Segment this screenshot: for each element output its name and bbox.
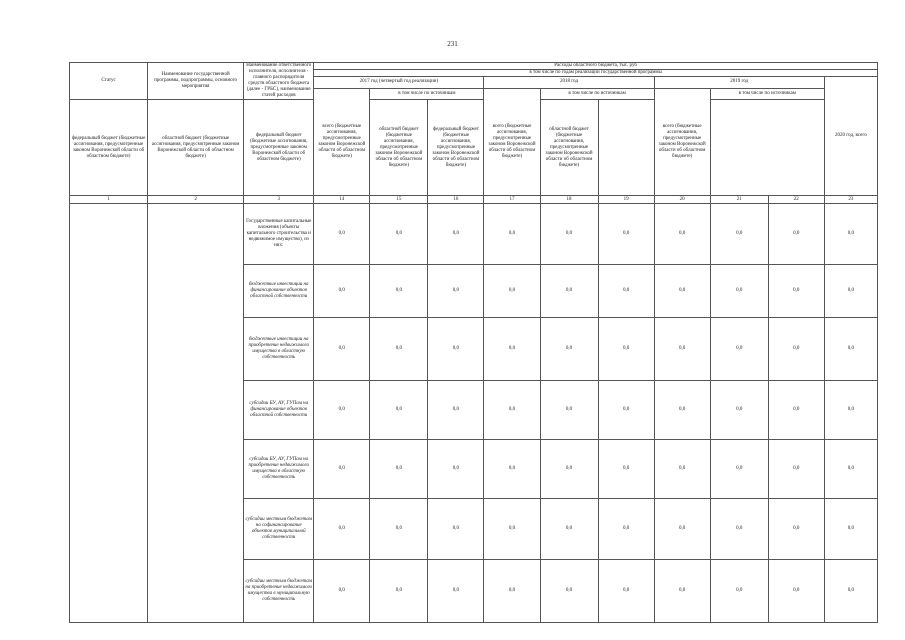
column-number: 15 xyxy=(370,196,428,204)
value-cell: 0,0 xyxy=(370,499,428,560)
header-status: Статус xyxy=(70,63,148,100)
value-cell: 0,0 xyxy=(314,499,370,560)
column-number: 14 xyxy=(314,196,370,204)
value-cell: 0,0 xyxy=(540,499,598,560)
row-label: субсидии местным бюджетам на софинансирование объектов муниципальной собственности xyxy=(244,499,314,560)
value-cell: 0,0 xyxy=(484,381,540,440)
header-total-2017: всего (бюджетные ассигнования, предусмотренные законом Воронежской области об областном бюджете) xyxy=(314,88,370,196)
value-cell: 0,0 xyxy=(484,440,540,499)
header-sources-2019: в том числе по источникам xyxy=(710,88,824,100)
row-label: субсидии БУ, АУ, ГУПам на приобретение недвижимого имущества в областную собственность xyxy=(244,440,314,499)
header-reg-2017: областной бюджет (бюджетные ассигнования, предусмотренные законом Воронежской области об областном бюджете) xyxy=(148,100,244,196)
header-fed-2018: федеральный бюджет (бюджетные ассигнования, предусмотренные законом Воронежской области об областном бюджете) xyxy=(244,100,314,196)
table-row xyxy=(70,204,878,265)
value-cell: 0,0 xyxy=(540,265,598,318)
status-cell xyxy=(70,204,148,623)
value-cell: 0,0 xyxy=(598,499,654,560)
page-number: 231 xyxy=(447,40,458,48)
value-cell: 0,0 xyxy=(824,440,877,499)
header-fed-2019: федеральный бюджет (бюджетные ассигнования, предусмотренные законом Воронежской области об областном бюджете) xyxy=(428,100,484,196)
value-cell: 0,0 xyxy=(710,381,768,440)
header-program-name: Наименование государственной программы, подпрограммы, основного мероприятия xyxy=(148,63,244,100)
header-fed-2017: федеральный бюджет (бюджетные ассигнования, предусмотренные законом Воронежской области об областном бюджете) xyxy=(70,100,148,196)
value-cell: 0,0 xyxy=(540,440,598,499)
value-cell: 0,0 xyxy=(824,318,877,381)
column-number: 16 xyxy=(428,196,484,204)
value-cell: 0,0 xyxy=(824,381,877,440)
value-cell: 0,0 xyxy=(654,499,710,560)
value-cell: 0,0 xyxy=(484,204,540,265)
header-year-2017: 2017 год (четвертый год реализации) xyxy=(314,77,484,89)
value-cell: 0,0 xyxy=(654,560,710,623)
value-cell: 0,0 xyxy=(428,440,484,499)
column-number: 23 xyxy=(824,196,877,204)
row-label: Государственные капитальные вложения (объекты капитального строительства и недвижимое имущество), из них: xyxy=(244,204,314,265)
value-cell: 0,0 xyxy=(370,381,428,440)
column-number: 20 xyxy=(654,196,710,204)
value-cell: 0,0 xyxy=(768,440,824,499)
value-cell: 0,0 xyxy=(654,265,710,318)
value-cell: 0,0 xyxy=(598,381,654,440)
value-cell: 0,0 xyxy=(768,499,824,560)
value-cell: 0,0 xyxy=(484,560,540,623)
header-reg-2018: областной бюджет (бюджетные ассигнования, предусмотренные законом Воронежской области об областном бюджете) xyxy=(370,100,428,196)
program-name-cell xyxy=(148,204,244,623)
header-year-2020: 2020 год, всего xyxy=(824,77,877,196)
header-total-2019: всего (бюджетные ассигнования, предусмотренные законом Воронежской области об областном бюджете) xyxy=(654,88,710,196)
header-row-1 xyxy=(70,63,878,70)
value-cell: 0,0 xyxy=(824,265,877,318)
value-cell: 0,0 xyxy=(314,204,370,265)
column-number: 22 xyxy=(768,196,824,204)
header-total-2018: всего (бюджетные ассигнования, предусмотренные законом Воронежской области об областном бюджете) xyxy=(484,88,540,196)
value-cell: 0,0 xyxy=(824,560,877,623)
value-cell: 0,0 xyxy=(428,318,484,381)
value-cell: 0,0 xyxy=(484,499,540,560)
value-cell: 0,0 xyxy=(598,204,654,265)
value-cell: 0,0 xyxy=(370,440,428,499)
column-number: 17 xyxy=(484,196,540,204)
column-number: 19 xyxy=(598,196,654,204)
value-cell: 0,0 xyxy=(428,381,484,440)
value-cell: 0,0 xyxy=(768,265,824,318)
column-number: 1 xyxy=(70,196,148,204)
value-cell: 0,0 xyxy=(428,265,484,318)
column-number: 21 xyxy=(710,196,768,204)
header-expenses-title: Расходы областного бюджета, тыс. руб xyxy=(314,63,878,70)
row-label: бюджетные инвестиции на приобретение недвижимого имущества в областную собственность xyxy=(244,318,314,381)
value-cell: 0,0 xyxy=(598,560,654,623)
value-cell: 0,0 xyxy=(314,440,370,499)
value-cell: 0,0 xyxy=(768,204,824,265)
value-cell: 0,0 xyxy=(314,381,370,440)
column-number: 18 xyxy=(540,196,598,204)
value-cell: 0,0 xyxy=(654,204,710,265)
value-cell: 0,0 xyxy=(710,560,768,623)
value-cell: 0,0 xyxy=(710,499,768,560)
row-label: бюджетные инвестиции на финансирование объектов областной собственности xyxy=(244,265,314,318)
row-label: субсидии БУ, АУ, ГУПам на финансирование объектов областной собственности xyxy=(244,381,314,440)
value-cell: 0,0 xyxy=(314,265,370,318)
value-cell: 0,0 xyxy=(314,318,370,381)
value-cell: 0,0 xyxy=(540,560,598,623)
column-number-row xyxy=(70,196,878,204)
header-reg-2019: областной бюджет (бюджетные ассигнования, предусмотренные законом Воронежской области об областном бюджете) xyxy=(540,100,598,196)
value-cell: 0,0 xyxy=(428,499,484,560)
value-cell: 0,0 xyxy=(768,560,824,623)
value-cell: 0,0 xyxy=(370,204,428,265)
column-number: 2 xyxy=(148,196,244,204)
value-cell: 0,0 xyxy=(710,204,768,265)
value-cell: 0,0 xyxy=(370,318,428,381)
header-executor: Наименование ответственного исполнителя, исполнителя - главного распорядителя средств областного бюджета (далее - ГРБС), наименование статей расходов xyxy=(244,63,314,100)
header-sources-2018: в том числе по источникам xyxy=(540,88,654,100)
value-cell: 0,0 xyxy=(710,265,768,318)
header-year-2018: 2018 год xyxy=(484,77,654,89)
value-cell: 0,0 xyxy=(768,381,824,440)
value-cell: 0,0 xyxy=(598,440,654,499)
header-year-2019: 2019 год xyxy=(654,77,824,89)
value-cell: 0,0 xyxy=(654,318,710,381)
value-cell: 0,0 xyxy=(598,265,654,318)
value-cell: 0,0 xyxy=(484,318,540,381)
value-cell: 0,0 xyxy=(370,265,428,318)
header-sources-2017: в том числе по источникам xyxy=(370,88,484,100)
value-cell: 0,0 xyxy=(824,204,877,265)
value-cell: 0,0 xyxy=(428,204,484,265)
value-cell: 0,0 xyxy=(710,318,768,381)
value-cell: 0,0 xyxy=(540,381,598,440)
column-number: 3 xyxy=(244,196,314,204)
value-cell: 0,0 xyxy=(598,318,654,381)
value-cell: 0,0 xyxy=(540,204,598,265)
value-cell: 0,0 xyxy=(540,318,598,381)
value-cell: 0,0 xyxy=(484,265,540,318)
value-cell: 0,0 xyxy=(654,440,710,499)
value-cell: 0,0 xyxy=(824,499,877,560)
budget-table xyxy=(69,62,878,623)
value-cell: 0,0 xyxy=(428,560,484,623)
value-cell: 0,0 xyxy=(768,318,824,381)
header-row-5 xyxy=(70,100,878,196)
value-cell: 0,0 xyxy=(710,440,768,499)
value-cell: 0,0 xyxy=(654,381,710,440)
value-cell: 0,0 xyxy=(370,560,428,623)
value-cell: 0,0 xyxy=(314,560,370,623)
header-by-years: в том числе по годам реализации государственной программы xyxy=(314,70,878,77)
row-label: субсидии местным бюджетам на приобретение недвижимого имущества в муниципальную собственность xyxy=(244,560,314,623)
